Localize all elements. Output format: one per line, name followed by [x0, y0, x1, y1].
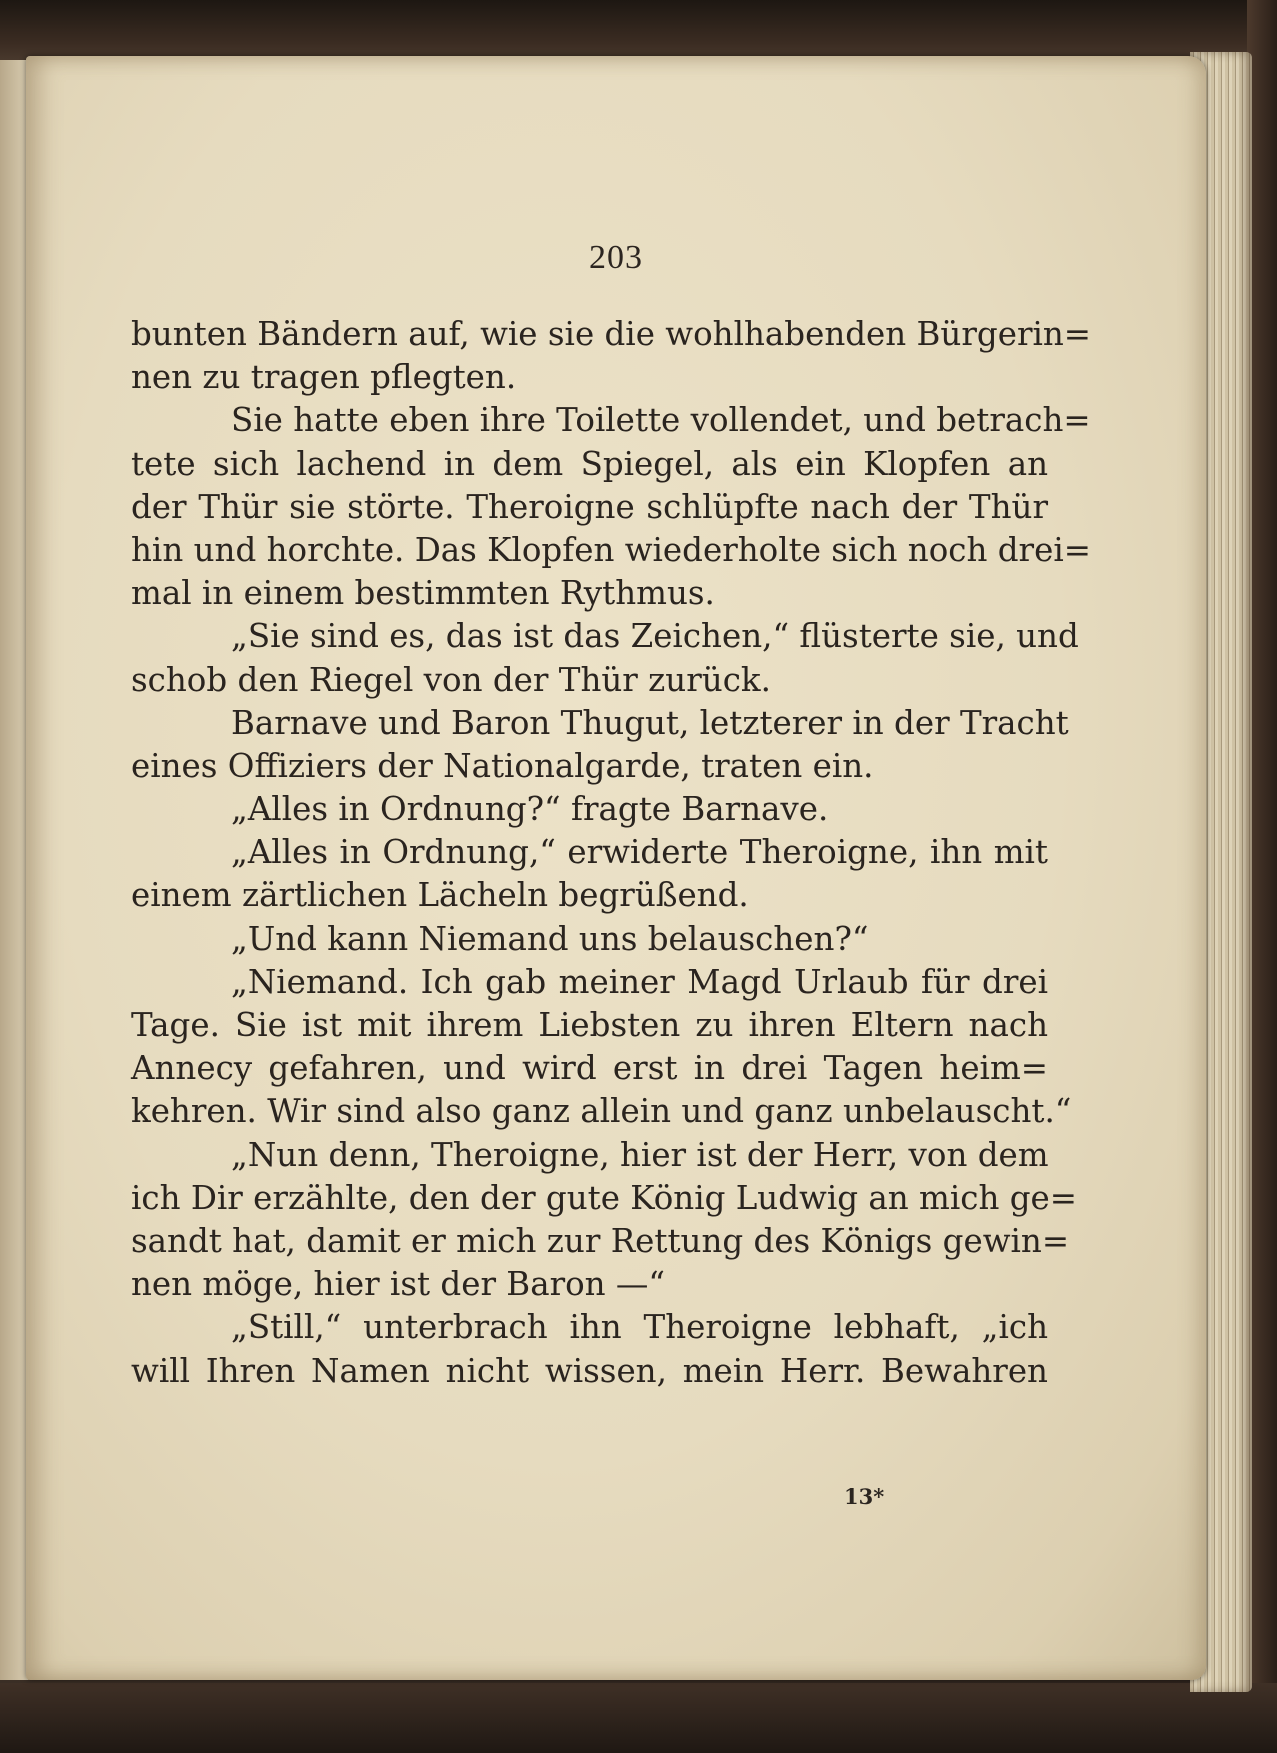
text-line: „Nun denn, Theroigne, hier ist der Herr, von dem	[231, 1135, 1049, 1174]
text-line: Tage. Sie ist mit ihrem Liebsten zu ihren Eltern nach	[131, 1006, 1048, 1044]
text-line: mal in einem bestimmten Rythmus.	[131, 574, 715, 613]
text-line: „Still,“ unterbrach ihn Theroigne lebhaft, „ich	[231, 1308, 1048, 1347]
text-line: nen zu tragen pflegten.	[131, 358, 517, 397]
text-line: nen möge, hier ist der Baron —“	[131, 1265, 666, 1304]
previous-page-edge	[0, 60, 29, 1680]
page-body-text	[131, 313, 1092, 1393]
text-line: einem zärtlichen Lächeln begrüßend.	[131, 876, 749, 915]
text-line: Sie hatte eben ihre Toilette vollendet, und betrach=	[231, 401, 1091, 440]
text-line: Barnave und Baron Thugut, letzterer in der Tracht	[231, 703, 1069, 742]
text-line: „Und kann Niemand uns belauschen?“	[231, 919, 869, 958]
text-line: „Niemand. Ich gab meiner Magd Urlaub für drei	[231, 962, 1048, 1001]
text-line: der Thür sie störte. Theroigne schlüpfte nach der Thür	[131, 487, 1048, 526]
book-page	[26, 56, 1206, 1680]
text-line: Annecy gefahren, und wird erst in drei Tagen heim=	[131, 1049, 1048, 1088]
text-line: „Alles in Ordnung,“ erwiderte Theroigne, ihn mit	[231, 833, 1048, 872]
text-line: bunten Bändern auf, wie sie die wohlhabenden Bürgerin=	[131, 315, 1092, 353]
text-line: „Sie sind es, das ist das Zeichen,“ flüsterte sie, und	[231, 617, 1079, 656]
text-line: sandt hat, damit er mich zur Rettung des Königs gewin=	[131, 1221, 1070, 1260]
text-line: ich Dir erzählte, den der gute König Ludwig an mich ge=	[131, 1178, 1077, 1217]
text-line: schob den Riegel von der Thür zurück.	[131, 660, 771, 699]
text-line: will Ihren Namen nicht wissen, mein Herr. Bewahren	[131, 1351, 1048, 1390]
text-line: kehren. Wir sind also ganz allein und ganz unbelauscht.“	[131, 1092, 1072, 1131]
text-line: eines Offiziers der Nationalgarde, traten ein.	[131, 746, 874, 785]
page-number: 203	[589, 239, 643, 276]
book-cover-top	[0, 0, 1277, 62]
signature-mark: 13*	[844, 1484, 885, 1509]
text-line: tete sich lachend in dem Spiegel, als ein Klopfen an	[131, 444, 1048, 483]
text-line: „Alles in Ordnung?“ fragte Barnave.	[231, 790, 829, 829]
text-line: hin und horchte. Das Klopfen wiederholte sich noch drei=	[131, 530, 1091, 569]
book-cover-bottom	[0, 1683, 1277, 1753]
